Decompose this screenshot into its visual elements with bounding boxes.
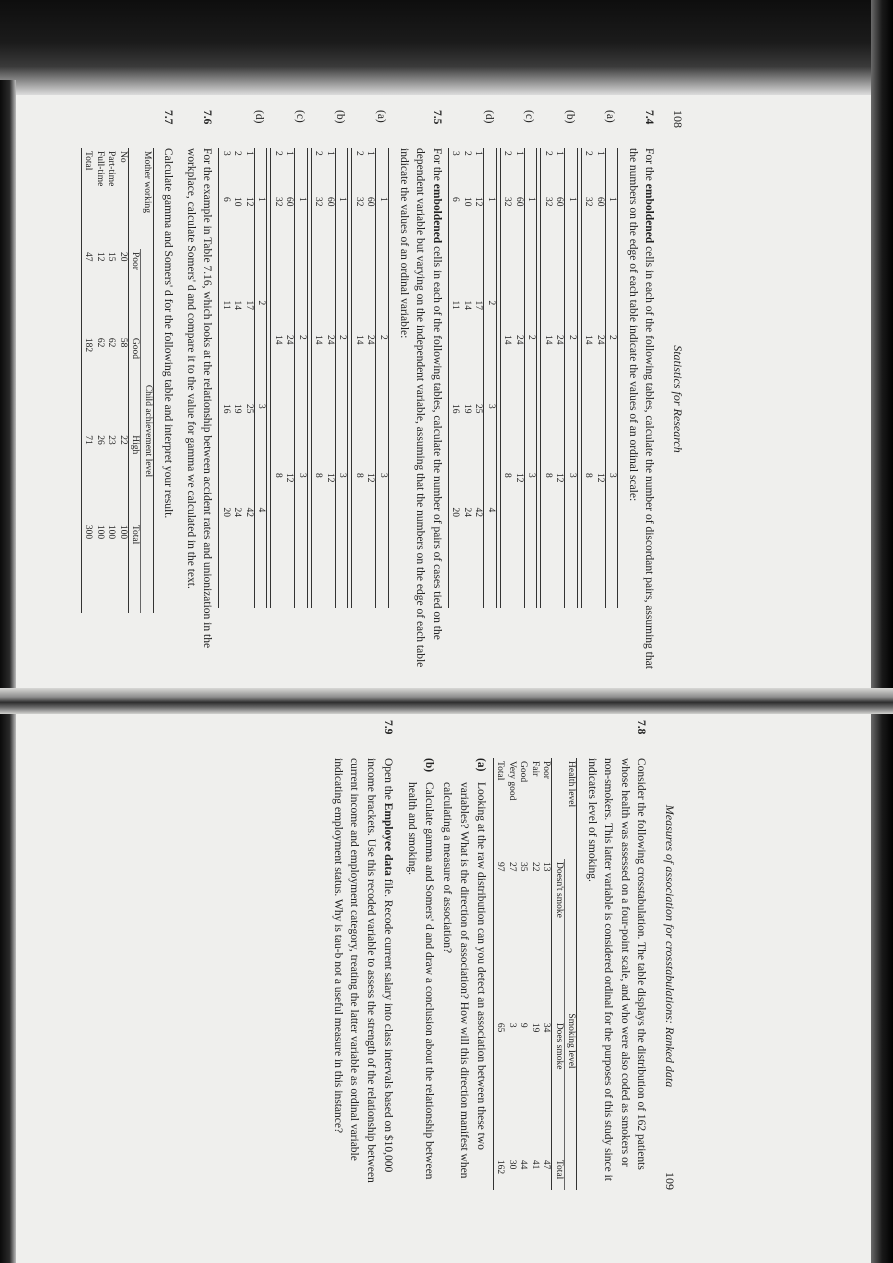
table-cell: 65 [493, 1020, 505, 1157]
header-cell: 2 [605, 332, 618, 470]
table-cell: Part-time [106, 151, 117, 187]
small-crosstab [448, 148, 497, 608]
exercise-7-7 [160, 110, 177, 670]
header-cell: 1 [295, 194, 308, 332]
header-cell: 2 [524, 332, 537, 470]
table-cell: 47 [541, 1159, 552, 1170]
column-header: Total [552, 1157, 565, 1190]
table-span-row [564, 758, 577, 1190]
table-cell: 8 [352, 470, 364, 608]
table-cell: 58 [117, 337, 128, 348]
exercise-7-5-tables [216, 110, 389, 670]
table-cell: 1 [513, 151, 524, 156]
table-label: (a) [604, 110, 617, 123]
exercise-number: 7.9 [381, 720, 394, 735]
table-cell: 24 [365, 335, 376, 345]
table-row [311, 148, 323, 608]
table-cell: 62 [94, 337, 105, 348]
column-header: Does smoke [552, 1020, 565, 1157]
header-cell [484, 148, 497, 194]
table-cell: 14 [311, 332, 323, 470]
exercise-7-6 [182, 110, 215, 670]
table-cell: 32 [541, 194, 553, 332]
table-cell: 47 [81, 249, 93, 335]
header-cell: 3 [335, 470, 348, 608]
table-cell: 24 [554, 335, 565, 345]
table-row [323, 148, 335, 608]
exercise-number: 7.6 [201, 110, 214, 125]
column-header: Doesn't smoke [552, 859, 565, 1020]
exercise-part [439, 758, 489, 1190]
table-header-row [484, 148, 497, 608]
table-cell: 19 [529, 1022, 540, 1033]
table-row [352, 148, 364, 608]
small-crosstab [311, 148, 349, 608]
table-cell: 32 [581, 194, 593, 332]
table-cell: 12 [513, 473, 524, 483]
header-cell [295, 148, 308, 194]
header-cell: 3 [524, 470, 537, 608]
table-row [512, 148, 524, 608]
exercise-text: Calculate gamma and Somers' d for the following table and interpret your result. [162, 148, 175, 519]
table-cell: 15 [106, 252, 117, 262]
small-table-block [538, 110, 578, 670]
table-cell: 12 [243, 197, 254, 207]
table-cell: 19 [461, 404, 472, 414]
table-row [116, 148, 128, 613]
header-cell: 3 [484, 401, 497, 505]
table-cell: 20 [117, 252, 128, 262]
table-cell: 182 [81, 335, 93, 432]
table-cell: 17 [473, 300, 484, 310]
table-cell: 60 [513, 197, 524, 207]
table-cell: 1 [473, 151, 484, 156]
table-label: (b) [334, 110, 347, 124]
table-row [448, 148, 460, 608]
table-cell: 1 [243, 151, 254, 156]
header-cell: 3 [565, 470, 578, 608]
exercise-7-8 [583, 720, 649, 1190]
table-cell: 2 [311, 148, 323, 194]
header-cell [376, 148, 389, 194]
table-cell: 23 [106, 435, 117, 445]
table-cell: 24 [461, 507, 472, 517]
header-cell: 3 [376, 470, 389, 608]
scan-shadow-top [0, 0, 893, 95]
table-cell: 25 [473, 404, 484, 414]
exercise-text: For the emboldened cells in each of the following tables, calculate the number of pairs of cases tied on the dependent variable but varying on the independent variable, assuming that the numbers on the edge of each table indicate the values of an ordinal variable: [397, 148, 443, 668]
small-table-block [268, 110, 308, 670]
table-cell: Good [518, 761, 529, 783]
table-cell: 14 [541, 332, 553, 470]
exercise-number: 7.5 [430, 110, 443, 125]
table-cell: 2 [581, 148, 593, 194]
table-cell: 12 [554, 473, 565, 483]
header-cell: 1 [335, 194, 348, 332]
exercise-text: For the emboldened cells in each of the following tables, calculate the number of discordant pairs, assuming that the numbers on the edge of each table indicate the values of an ordinal scale: [626, 148, 656, 669]
table-cell: Total [493, 758, 505, 859]
table-cell: 19 [232, 404, 243, 414]
small-table-block [216, 110, 267, 670]
table-header-row [295, 148, 308, 608]
running-head: Statistics for Research [671, 345, 685, 453]
scan-shadow-left [0, 80, 16, 1263]
header-cell: 2 [335, 332, 348, 470]
header-cell: 2 [295, 332, 308, 470]
table-cell: 2 [352, 148, 364, 194]
table-header-row [254, 148, 267, 608]
table-cell: 1 [284, 151, 295, 156]
table-cell: 24 [232, 507, 243, 517]
part-text: Looking at the raw distribution can you detect an association between these two variables? What is the direction of association? How will this direction manifest when calculating a measure of association? [441, 782, 487, 1179]
small-crosstab [351, 148, 389, 608]
header-cell: 4 [484, 505, 497, 609]
header-cell: 4 [254, 505, 267, 609]
table-cell: 13 [541, 862, 552, 872]
table-row [581, 148, 593, 608]
table-cell: 2 [541, 148, 553, 194]
table-header-row [565, 148, 578, 608]
table-cell: 11 [219, 298, 231, 402]
exercise-7-9 [329, 720, 395, 1190]
exercise-number: 7.8 [635, 720, 648, 735]
table-cell: 100 [117, 524, 128, 540]
table-cell: 8 [500, 470, 512, 608]
table-cell: 24 [513, 335, 524, 345]
header-cell: 1 [254, 194, 267, 298]
exercise-text: Open the Employee data file. Recode current salary into class intervals based on $10,000 income brackets. Use this recoded variable to assess the strength of the relationship between current income and employment category, treating the latter variable as ordinal variable indicating employment status. Why is tau-b not a useful measure in this instance? [331, 758, 394, 1183]
table-row [271, 148, 283, 608]
table-cell: 60 [284, 197, 295, 207]
header-cell: 1 [605, 194, 618, 332]
table-label: (c) [293, 110, 306, 123]
table-row [593, 148, 605, 608]
table-cell: 3 [219, 148, 231, 194]
table-cell: 12 [324, 473, 335, 483]
column-header: High [128, 432, 141, 522]
table-cell: 16 [219, 401, 231, 505]
table-cell: 10 [232, 197, 243, 207]
child-achievement-table [81, 148, 154, 613]
header-cell [605, 148, 618, 194]
header-cell: 1 [524, 194, 537, 332]
table-row [81, 148, 93, 613]
table-cell: 14 [271, 332, 283, 470]
header-cell: 3 [605, 470, 618, 608]
table-cell: 24 [324, 335, 335, 345]
table-cell: Fair [529, 761, 540, 777]
table-cell: 12 [94, 252, 105, 262]
smoking-health-table [493, 758, 578, 1190]
span-header: Smoking level [564, 859, 577, 1190]
table-cell: 30 [506, 1159, 517, 1170]
table-header-row [524, 148, 537, 608]
table-cell: 8 [541, 470, 553, 608]
table-row [528, 758, 540, 1190]
table-cell: 10 [461, 197, 472, 207]
book-gutter [0, 688, 893, 714]
table-cell: 2 [500, 148, 512, 194]
table-header-row [128, 148, 141, 613]
table-cell: 6 [448, 194, 460, 298]
table-row [283, 148, 295, 608]
table-cell: 12 [284, 473, 295, 483]
table-cell: 2 [232, 151, 243, 156]
table-row [553, 148, 565, 608]
table-cell: 25 [243, 404, 254, 414]
table-cell: 100 [94, 524, 105, 540]
column-header: Total [128, 522, 141, 613]
table-cell: 44 [518, 1159, 529, 1170]
table-cell: 60 [324, 197, 335, 207]
page-108 [20, 110, 870, 670]
exercise-7-5 [395, 110, 445, 670]
small-crosstab [540, 148, 578, 608]
header-cell: 2 [254, 298, 267, 402]
table-cell: 71 [81, 432, 93, 522]
table-cell: 3 [506, 1022, 517, 1028]
table-row [505, 758, 517, 1190]
table-cell: Poor [541, 761, 552, 779]
table-cell: 17 [243, 300, 254, 310]
running-head: Measures of association for crosstabulations: Ranked data [663, 804, 677, 1088]
small-table-block [309, 110, 349, 670]
header-cell: 1 [484, 194, 497, 298]
header-cell: 3 [254, 401, 267, 505]
page-number: 109 [663, 1172, 677, 1190]
header-cell: 2 [565, 332, 578, 470]
small-crosstab [500, 148, 538, 608]
table-cell: 22 [117, 435, 128, 445]
table-cell: 32 [311, 194, 323, 332]
table-row [541, 148, 553, 608]
table-cell: 8 [271, 470, 283, 608]
table-cell: 41 [529, 1159, 540, 1170]
table-row [472, 148, 484, 608]
small-crosstab [270, 148, 308, 608]
table-row [540, 758, 552, 1190]
page-number: 108 [671, 110, 685, 128]
table-cell: 9 [518, 1022, 529, 1028]
header-cell: 1 [565, 194, 578, 332]
table-label: (d) [482, 110, 495, 124]
row-header: Health level [564, 758, 577, 859]
table-cell: 32 [352, 194, 364, 332]
table-label: (a) [374, 110, 387, 123]
small-crosstab [218, 148, 267, 608]
table-cell: 24 [284, 335, 295, 345]
header-cell [128, 148, 141, 249]
table-cell: 34 [541, 1022, 552, 1033]
page-108-content [20, 110, 688, 670]
exercise-7-4 [624, 110, 657, 670]
small-crosstab [581, 148, 619, 608]
table-cell: 42 [243, 507, 254, 517]
table-cell: 60 [594, 197, 605, 207]
table-cell: 8 [581, 470, 593, 608]
table-header-row [376, 148, 389, 608]
table-cell: 62 [106, 337, 117, 348]
exercise-text: For the example in Table 7.16, which looks at the relationship between accident rates and unionization in the workplace, calculate Somers' d and compare it to the value for gamma we calculated in the text. [184, 148, 214, 649]
table-cell: Total [81, 148, 93, 249]
table-cell: 60 [554, 197, 565, 207]
table-row [493, 758, 505, 1190]
column-header: Good [128, 335, 141, 432]
table-cell: 11 [448, 298, 460, 402]
table-cell: 32 [500, 194, 512, 332]
table-label: (c) [523, 110, 536, 123]
table-cell: Full-time [94, 151, 105, 187]
table-cell: 1 [594, 151, 605, 156]
table-cell: 300 [81, 522, 93, 613]
table-cell: 60 [365, 197, 376, 207]
table-cell: 16 [448, 401, 460, 505]
table-cell: 100 [106, 524, 117, 540]
scan-shadow-right [871, 0, 893, 1263]
header-cell: 1 [376, 194, 389, 332]
table-header-row [552, 758, 565, 1190]
table-row [500, 148, 512, 608]
table-cell: 14 [581, 332, 593, 470]
table-cell: 14 [461, 300, 472, 310]
page-109-content [20, 720, 680, 1190]
table-header-row [335, 148, 348, 608]
table-cell: No [117, 151, 128, 163]
table-row [219, 148, 231, 608]
exercise-7-8-parts [404, 758, 489, 1190]
table-cell: Very good [506, 761, 517, 801]
header-cell [335, 148, 348, 194]
span-header: Child achievement level [141, 249, 154, 613]
row-header: Mother working [141, 148, 154, 249]
exercise-number: 7.7 [162, 110, 175, 125]
small-table-block [349, 110, 389, 670]
page-109 [20, 720, 870, 1190]
table-row [242, 148, 254, 608]
table-cell: 2 [461, 151, 472, 156]
table-cell: 14 [352, 332, 364, 470]
table-cell: 3 [448, 148, 460, 194]
table-cell: 162 [493, 1157, 505, 1190]
column-header: Poor [128, 249, 141, 335]
table-cell: 12 [473, 197, 484, 207]
table-row [93, 148, 105, 613]
table-header-row [605, 148, 618, 608]
header-cell [565, 148, 578, 194]
header-cell [254, 148, 267, 194]
table-cell: 20 [448, 505, 460, 609]
header-cell: 3 [295, 470, 308, 608]
table-cell: 22 [529, 862, 540, 872]
header-cell: 2 [484, 298, 497, 402]
part-label: (b) [422, 758, 435, 773]
table-cell: 2 [271, 148, 283, 194]
running-header [669, 110, 686, 670]
table-cell: 8 [311, 470, 323, 608]
table-cell: 24 [594, 335, 605, 345]
exercise-text: Consider the following crosstabulation. The table displays the distribution of 162 patients whose health was assessed on a four-point scale, and who were also coded as smokers or non-smokers. This latter variable is considered ordinal for the purposes of this study since it indicates level of smoking. [585, 758, 648, 1181]
small-table-block [498, 110, 538, 670]
table-cell: 97 [493, 859, 505, 1020]
table-row [231, 148, 243, 608]
table-row [364, 148, 376, 608]
table-label: (b) [563, 110, 576, 124]
table-cell: 14 [232, 300, 243, 310]
header-cell: 2 [376, 332, 389, 470]
table-cell: 14 [500, 332, 512, 470]
table-cell: 1 [324, 151, 335, 156]
part-label: (a) [474, 758, 487, 772]
table-cell: 35 [518, 862, 529, 872]
table-cell: 1 [365, 151, 376, 156]
table-cell: 27 [506, 862, 517, 872]
table-cell: 6 [219, 194, 231, 298]
table-cell: 26 [94, 435, 105, 445]
table-row [460, 148, 472, 608]
table-label: (d) [253, 110, 266, 124]
running-header [661, 720, 678, 1190]
exercise-number: 7.4 [643, 110, 656, 125]
table-cell: 1 [554, 151, 565, 156]
table-cell: 42 [473, 507, 484, 517]
header-cell [524, 148, 537, 194]
table-cell: 32 [271, 194, 283, 332]
table-span-row [141, 148, 154, 613]
table-row [105, 148, 117, 613]
header-cell [552, 758, 565, 859]
table-cell: 12 [365, 473, 376, 483]
table-cell: 12 [594, 473, 605, 483]
table-cell: 20 [219, 505, 231, 609]
exercise-part [404, 758, 437, 1190]
exercise-7-4-tables [446, 110, 619, 670]
table-row [517, 758, 529, 1190]
small-table-block [446, 110, 497, 670]
part-text: Calculate gamma and Somers' d and draw a conclusion about the relationship between health and smoking. [406, 782, 435, 1180]
small-table-block [579, 110, 619, 670]
